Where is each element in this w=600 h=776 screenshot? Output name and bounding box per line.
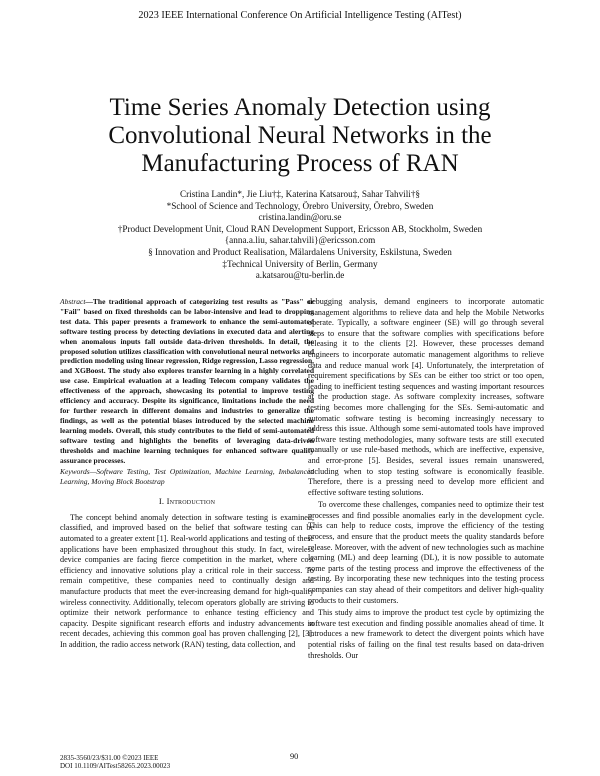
footer-info bbox=[60, 754, 170, 770]
affiliation-1: *School of Science and Technology, Örebro University, Örebro, Sweden bbox=[166, 200, 434, 211]
abstract-label: Abstract bbox=[60, 297, 86, 306]
keywords-text: —Software Testing, Test Optimization, Machine Learning, Imbalanced Learning, Moving Block Bootstrap bbox=[60, 467, 314, 487]
intro-paragraph: The concept behind anomaly detection in software testing is examined, classified, and improved based on the belief that software testing can be automated to a greater extent [1]. Real-world applications and testing of these applications have been emphasized throughout this study. In fact, wireless device companies are facing fierce competition in the market, where cost efficiency and innovative solutions play a critical role in their success. To remain competitive, these companies need to continually design and manufacture products that meet the ever-increasing demand for high-quality wireless connectivity. Additionally, telecom operators globally are striving to optimize their network performance to enhance testing efficiency and capacity. Despite significant research efforts and industry advancements in recent decades, achieving this common goal has proven challenging [2], [3]. In addition, the radio access network (RAN) testing, data collection, and bbox=[60, 512, 314, 649]
right-column bbox=[308, 297, 544, 663]
section-heading bbox=[60, 496, 314, 507]
affiliation-2: †Product Development Unit, Cloud RAN Development Support, Ericsson AB, Stockholm, Sweden bbox=[117, 223, 483, 234]
email-2: {anna.a.liu, sahar.tahvili}@ericsson.com bbox=[224, 235, 376, 246]
left-column bbox=[60, 297, 314, 651]
abstract-text: —The traditional approach of categorizing test results as "Pass" or "Fail" based on fixed thresholds can be labor-intensive and lead to dropping test data. This paper presents a framework to enhance the semi-automated software testing process by detecting deviations in executed data and alerting when anomalous inputs fall outside data-driven thresholds. In detail, the proposed solution utilizes classification with convolutional neural networks and prediction modeling using linear regression, Ridge regression, Lasso regression, and XGBoost. The study also explores transfer learning in a highly correlated use case. Empirical evaluation at a leading Telecom company validates the effectiveness of the approach, showcasing its potential to improve testing efficiency and accuracy. Despite its significance, limitations include the need for further research in different domains and industries to generalize the findings, as well as the potential biases introduced by the selected machine learning models. Overall, this study contributes to the field of semi-automated software testing and highlights the benefits of leveraging data-driven thresholds and machine learning techniques for enhanced software quality assurance processes. bbox=[60, 297, 314, 465]
author-names: Cristina Landin*, Jie Liu†‡, Katerina Katsarou‡, Sahar Tahvili†§ bbox=[179, 189, 421, 199]
section-number: I. bbox=[158, 496, 165, 507]
paper-title: Time Series Anomaly Detection using Convolutional Neural Networks in the Manufacturing Process of RAN bbox=[108, 94, 492, 177]
keywords-label: Keywords bbox=[60, 467, 90, 477]
keywords bbox=[60, 467, 314, 487]
section-title: Introduction bbox=[166, 496, 216, 507]
affiliation-3: § Innovation and Product Realisation, Mälardalens University, Eskilstuna, Sweden bbox=[148, 246, 452, 257]
right-paragraph-1: debugging analysis, demand engineers to incorporate automatic management algorithms to relieve data and help the Mobile Networks operate. Typically, a software engineer (SE) will go through several steps to ensure that the software complies with specifications before releasing it to the clients [2]. However, these processes demand engineers to incorporate automatic management algorithms to relieve data and reduce manual work [4]. Unfortunately, the interpretation of requirement specifications by SEs can be either too strict or too open, leading to inefficient testing sequences and wasting important resources at the production stage. As software complexity increases, software testing becomes more challenging for the SEs. Semi-automatic and automatic software testing is becoming increasingly necessary to address this issue. Although some semi-automated tools have improved software testing methodologies, many software tests are still executed manually or use rule-based methods, which are ineffective, expensive, and error-prone [5]. Besides, several issues remain unanswered, including when to stop testing software is economically feasible. Therefore, there is a pressing need to develop more efficient and effective software testing solutions. bbox=[308, 297, 544, 497]
footer-doi: DOI 10.1109/AITest58265.2023.00023 bbox=[60, 762, 171, 771]
conference-header: 2023 IEEE International Conference On Artificial Intelligence Testing (AITest) bbox=[138, 10, 462, 21]
author-block bbox=[60, 189, 540, 282]
email-4: a.katsarou@tu-berlin.de bbox=[255, 270, 345, 281]
footer-isbn: 2835-3560/23/$31.00 ©2023 IEEE bbox=[60, 754, 159, 762]
right-paragraph-3: This study aims to improve the product test cycle by optimizing the software test execution and finding possible anomalies ahead of time. It introduces a new framework to detect the divergent points which have potential risks of failing on the final test results based on data-driven thresholds. Our bbox=[308, 608, 544, 660]
email-1: cristina.landin@oru.se bbox=[258, 212, 342, 223]
affiliation-4: ‡Technical University of Berlin, Germany bbox=[222, 258, 378, 269]
page-number: 90 bbox=[290, 752, 299, 761]
abstract bbox=[60, 297, 314, 465]
right-paragraph-2: To overcome these challenges, companies need to optimize their test processes and find possible anomalies early in the development cycle. This can help to reduce costs, improve the efficiency of the testing process, and ensure that the product meets the quality standards before release. Moreover, with the advent of new technologies such as machine learning (ML) and deep learning (DL), it is now possible to automate some parts of the testing process and improve the effectiveness of the testing. By incorporating these new techniques into the testing process companies can stay ahead of their competitors and deliver high-quality products to their customers. bbox=[308, 500, 544, 605]
